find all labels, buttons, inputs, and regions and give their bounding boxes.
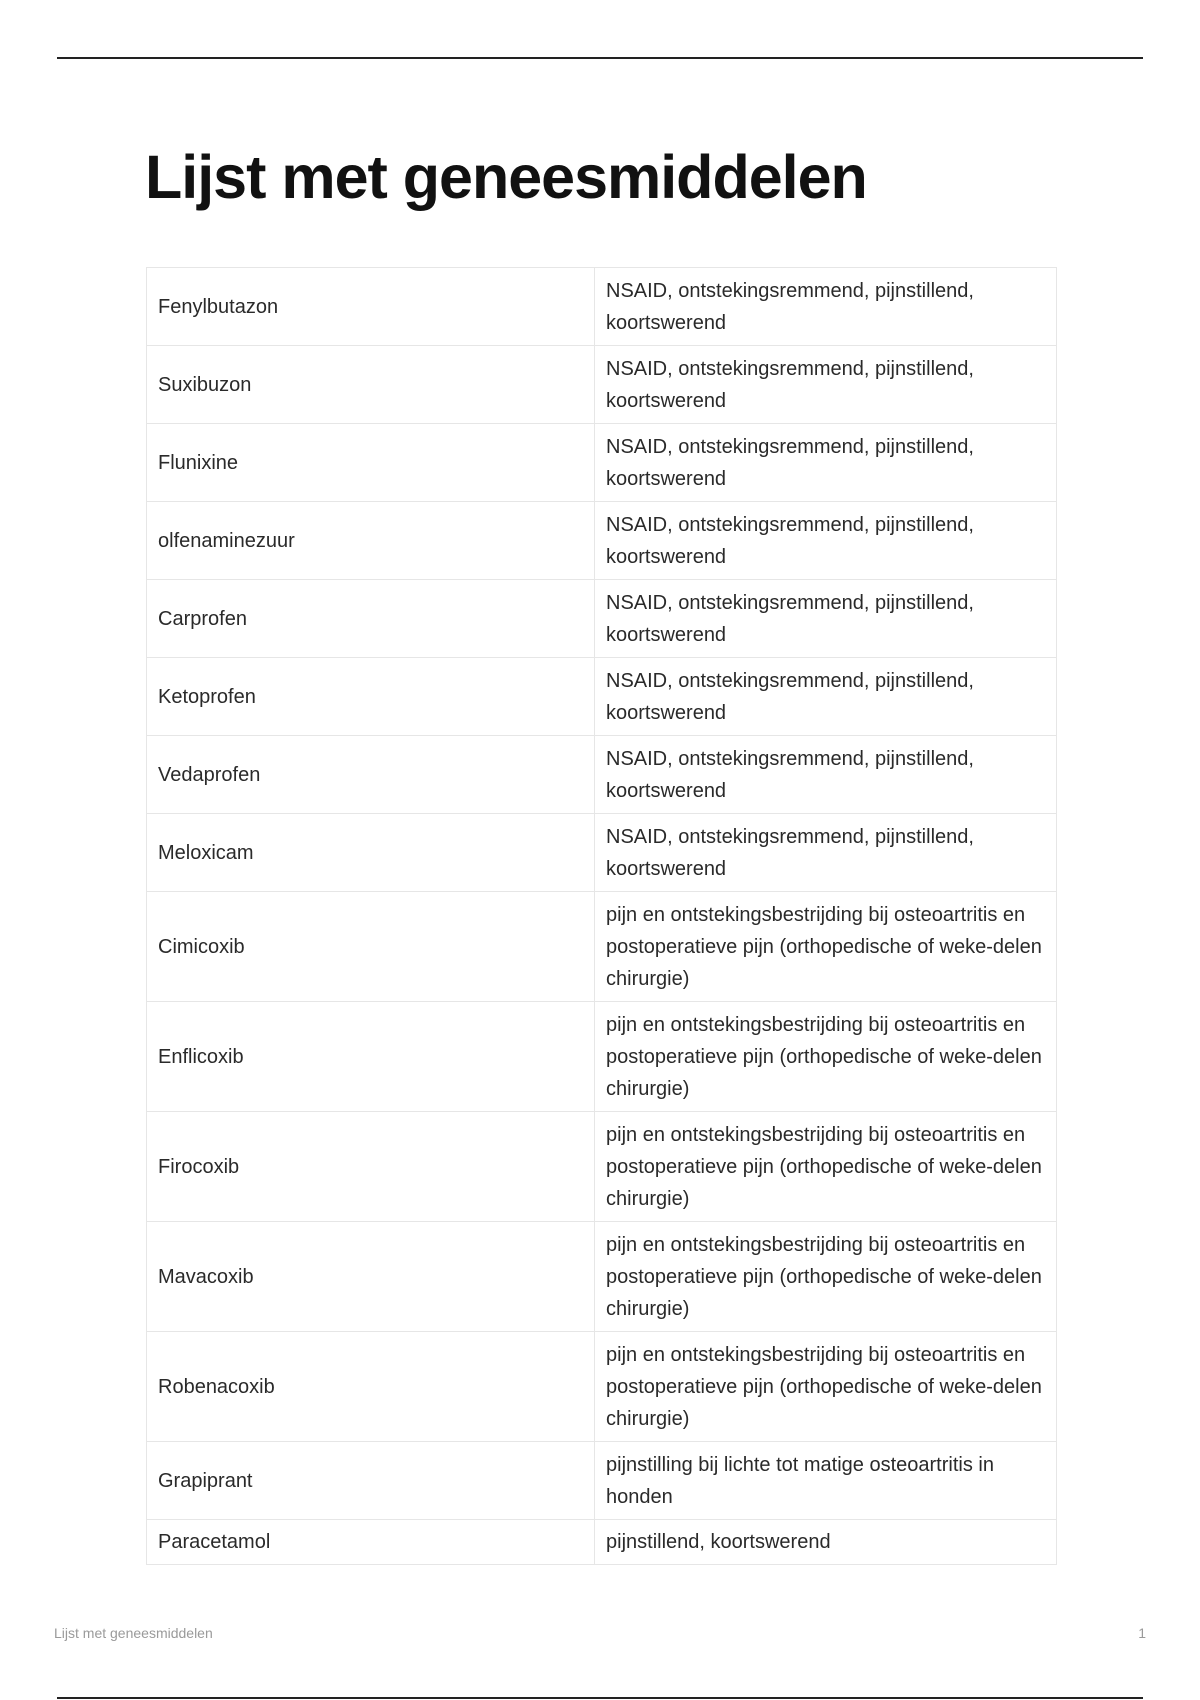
drug-name-cell: Cimicoxib [147,892,595,1002]
table-row [147,580,1057,658]
drug-name-cell: olfenaminezuur [147,502,595,580]
drug-description-cell: pijnstillend, koortswerend [595,1520,1057,1565]
drug-description-cell: pijn en ontstekingsbestrijding bij osteoartritis en postoperatieve pijn (orthopedische of weke-delen chirurgie) [595,1332,1057,1442]
header-divider [57,57,1143,59]
drug-description-cell: NSAID, ontstekingsremmend, pijnstillend, koortswerend [595,736,1057,814]
drug-name-cell: Ketoprofen [147,658,595,736]
table-row [147,814,1057,892]
table-row [147,346,1057,424]
drug-description-cell: pijn en ontstekingsbestrijding bij osteoartritis en postoperatieve pijn (orthopedische of weke-delen chirurgie) [595,892,1057,1002]
table-row [147,1222,1057,1332]
table-row [147,1520,1057,1565]
drug-description-cell: pijnstilling bij lichte tot matige osteoartritis in honden [595,1442,1057,1520]
drug-name-cell: Mavacoxib [147,1222,595,1332]
table-row [147,424,1057,502]
footer-document-title: Lijst met geneesmiddelen [54,1625,213,1641]
table-row [147,1442,1057,1520]
drug-name-cell: Grapiprant [147,1442,595,1520]
drug-name-cell: Paracetamol [147,1520,595,1565]
drug-name-cell: Meloxicam [147,814,595,892]
table-row [147,268,1057,346]
drug-description-cell: NSAID, ontstekingsremmend, pijnstillend, koortswerend [595,424,1057,502]
drug-description-cell: pijn en ontstekingsbestrijding bij osteoartritis en postoperatieve pijn (orthopedische of weke-delen chirurgie) [595,1222,1057,1332]
table-row [147,1002,1057,1112]
drug-description-cell: pijn en ontstekingsbestrijding bij osteoartritis en postoperatieve pijn (orthopedische of weke-delen chirurgie) [595,1112,1057,1222]
table-row [147,736,1057,814]
drug-name-cell: Carprofen [147,580,595,658]
drug-description-cell: NSAID, ontstekingsremmend, pijnstillend, koortswerend [595,580,1057,658]
drug-description-cell: NSAID, ontstekingsremmend, pijnstillend, koortswerend [595,268,1057,346]
drug-name-cell: Robenacoxib [147,1332,595,1442]
drug-name-cell: Vedaprofen [147,736,595,814]
drug-table [146,267,1057,1565]
drug-description-cell: NSAID, ontstekingsremmend, pijnstillend, koortswerend [595,658,1057,736]
drug-name-cell: Enflicoxib [147,1002,595,1112]
drug-name-cell: Flunixine [147,424,595,502]
table-row [147,502,1057,580]
drug-description-cell: NSAID, ontstekingsremmend, pijnstillend, koortswerend [595,814,1057,892]
table-row [147,658,1057,736]
drug-description-cell: NSAID, ontstekingsremmend, pijnstillend, koortswerend [595,502,1057,580]
drug-name-cell: Suxibuzon [147,346,595,424]
table-row [147,1332,1057,1442]
table-row [147,1112,1057,1222]
page-title: Lijst met geneesmiddelen [145,143,867,211]
table-row [147,892,1057,1002]
footer-page-number: 1 [1138,1625,1146,1641]
drug-description-cell: NSAID, ontstekingsremmend, pijnstillend, koortswerend [595,346,1057,424]
drug-description-cell: pijn en ontstekingsbestrijding bij osteoartritis en postoperatieve pijn (orthopedische of weke-delen chirurgie) [595,1002,1057,1112]
drug-name-cell: Firocoxib [147,1112,595,1222]
footer-divider [57,1697,1143,1699]
drug-name-cell: Fenylbutazon [147,268,595,346]
